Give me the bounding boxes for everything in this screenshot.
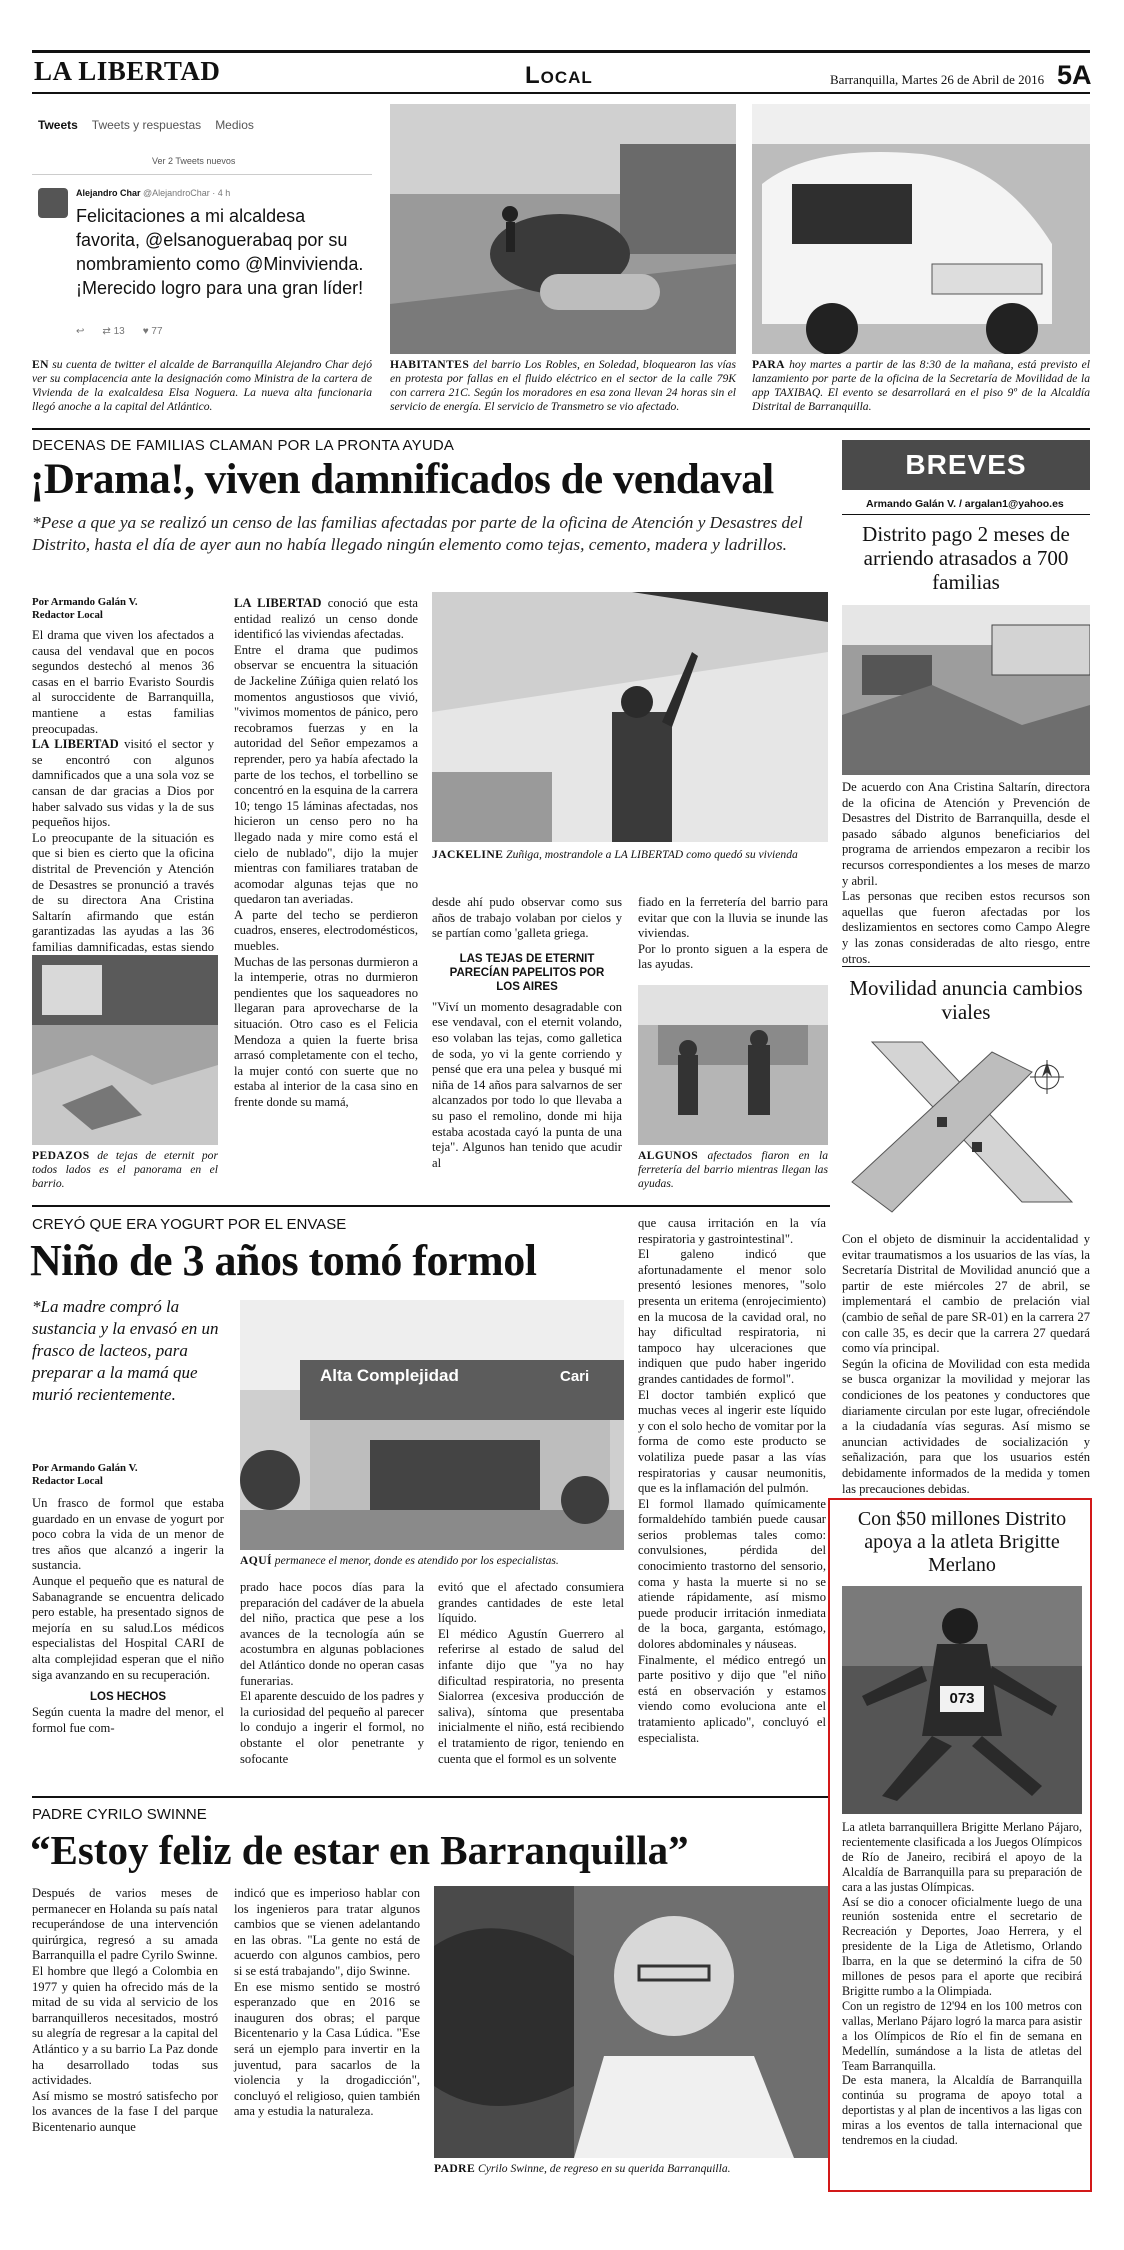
formol-deck: *La madre compró la sustancia y la envasó en un frasco de lacteos, para preparar a la mamá que murió recientemente. bbox=[32, 1297, 219, 1404]
paragraph: Con un registro de 12'94 en los 100 metros con vallas, Merlano Pájaro logró la marca para asistir a los Olímpicos de Río el fin de semana en Medellín, sumándose a la lista de atletas del Team Barranquilla. bbox=[842, 1998, 1082, 2073]
cyrilo-col-2 bbox=[234, 1886, 420, 2120]
paragraph: Las personas que reciben estos recursos son aquellas que fueron afectadas por los deslizamientos en sectores como Campo Alegre y las zonas consideradas de alto riesgo, entre otros. bbox=[842, 889, 1090, 966]
paragraph: El aparente descuido de los padres y la curiosidad del pequeño al parecer lo condujo a ingerir el formol, no obstante el olor penetrante y sofocante bbox=[240, 1689, 424, 1766]
like-icon[interactable]: ♥ 77 bbox=[142, 326, 163, 337]
paragraph: La atleta barranquillera Brigitte Merlano Pájaro, recientemente clasificada a los Juegos Olímpicos de Río de Janeiro, recibirá el apoyo de la Alcaldía de Barranquilla para su preparación de cara a las justas Olímpicas. bbox=[842, 1820, 1082, 1894]
paragraph: desde ahí pudo observar como sus años de trabajo volaban por cielos y se partían como 'galleta griega. bbox=[432, 895, 622, 941]
taxi-photo bbox=[752, 104, 1090, 354]
caption-text: permanece el menor, donde es atendido por los especialistas. bbox=[271, 1554, 559, 1567]
paragraph bbox=[32, 737, 214, 831]
drama-kicker: DECENAS DE FAMILIAS CLAMAN POR LA PRONTA AYUDA bbox=[32, 437, 455, 454]
drama-subhead: LAS TEJAS DE ETERNIT PARECÍAN PAPELITOS POR LOS AIRES bbox=[449, 952, 605, 993]
tweet-author[interactable]: Alejandro Char bbox=[76, 188, 141, 198]
paragraph: Un frasco de formol que estaba guardado en un envase de yogurt por poco cobra la vida de un menor de tres años que alcanzó a ingerir la sustancia. bbox=[32, 1496, 224, 1573]
hospital-sign: Alta Complejidad bbox=[320, 1366, 459, 1385]
priest-photo bbox=[434, 1886, 828, 2158]
paragraph: Finalmente, el médico entregó un parte positivo y dijo que "el niño está en observación y estamos viendo como evoluciona ante el tratamiento aplicado", concluyó el especialista. bbox=[638, 1652, 826, 1745]
paragraph: Por lo pronto siguen a la espera de las ayudas. bbox=[638, 941, 828, 972]
caption-lead: AQUÍ bbox=[240, 1554, 272, 1567]
caption-text: de tejas de eternit por todos lados es el panorama en el barrio. bbox=[32, 1149, 218, 1190]
like-count: 77 bbox=[151, 326, 163, 337]
breves-byline: Armando Galán V. / argalan1@yahoo.es bbox=[866, 498, 1064, 510]
paragraph: El doctor también explicó que muchas veces al ingerir este líquido y con el solo hecho de vomitar por la forma de como este producto se volatiliza puede pasar a las vías respiratorias y causar neumonitis, que es la inflamación del pulmón. bbox=[638, 1387, 826, 1496]
paragraph: prado hace pocos días para la preparación del cadáver de la abuela del niño, practica que pese a los avances de la tecnología aún se acostumbra en algunas poblaciones del Atlántico donde no operan casas funerarias. bbox=[240, 1580, 424, 1688]
paragraph: Aunque el pequeño que es natural de Sabanagrande se encuentra delicado pero estable, ha presentado signos de mejoría en su salud.Los médicos especialistas del Hospital CARI de alta complejidad esperan que el niño siga avanzando en su recuperación. bbox=[32, 1573, 224, 1682]
breves-title: BREVES bbox=[905, 449, 1027, 480]
caption-lead: EN bbox=[32, 358, 49, 371]
tweet-author-line bbox=[76, 188, 230, 198]
paragraph: Lo preocupante de la situación es que si bien es cierto que la oficina distrital de Prevención y Atención de Desastres se pronunció a través de su directora Ana Cristina Saltarín afirmando que están garantizadas las ayudas a las 36 familias damnificadas, estas siendo bbox=[32, 830, 214, 954]
caption-text: del barrio Los Robles, en Soledad, bloquearon las vías en protesta por fallas en el fluido eléctrico en el sector de la calle 79K con carrera 21C. Según los moradores en esa zona llevan 24 horas sin el servicio de energía. El servicio de Transmetro se vio afectado. bbox=[390, 358, 736, 413]
flood-housing-photo bbox=[842, 605, 1090, 775]
dateline: Barranquilla, Martes 26 de Abril de 2016 bbox=[830, 72, 1045, 87]
athlete-photo bbox=[842, 1586, 1082, 1814]
taxi-caption bbox=[752, 358, 1090, 414]
caption-text: Zuñiga, mostrandole a LA LIBERTAD como quedó su vivienda bbox=[503, 848, 798, 861]
paragraph: fiado en la ferretería del barrio para evitar que con la lluvia se inunde las viviendas. bbox=[638, 895, 828, 941]
breves-item1-title: Distrito pago 2 meses de arriendo atrasados a 700 familias bbox=[862, 522, 1070, 594]
page-number: 5A bbox=[1057, 60, 1092, 90]
paragraph: El médico Agustín Guerrero al referirse al estado de salud del infante dijo que "ya no hay dificultad respiratoria, no presenta Sialorrea (excesiva producción de saliva), síntoma que presentaba inicialmente el niño, está recibiendo el tratamiento de rigor, teniendo en cuenta que el formol es un solvente bbox=[438, 1626, 624, 1766]
protest-photo bbox=[390, 104, 736, 354]
paragraph: Así se dio a conocer oficialmente luego de una reunión sostenida entre el secretario de Recreación y Deportes, Joao Herrera, y el presidente de la Liga de Atletismo, Orlando Ibarra, en la que se determinó la cifra de 50 millones de pesos para el aporte que recibirá Brigitte rumbo a la Olimpiada. bbox=[842, 1894, 1082, 1998]
formol-col-2 bbox=[240, 1580, 424, 1767]
paragraph: De acuerdo con Ana Cristina Saltarín, directora de la oficina de Atención y Prevención de Desastres del Distrito de Barranquilla, desde el pasado sábado algunos beneficiarios del programa de arriendos empezaron a recibir los recursos correspondientes a los meses de marzo y abril. bbox=[842, 780, 1090, 888]
cyrilo-col-1 bbox=[32, 1886, 218, 2136]
breves-rule bbox=[842, 966, 1090, 967]
paragraph bbox=[234, 596, 418, 643]
hospital-photo bbox=[240, 1300, 624, 1550]
header-top-rule bbox=[32, 50, 1090, 53]
street-map bbox=[842, 1032, 1090, 1228]
paragraph: Entre el drama que pudimos observar se encuentra la situación de Jackeline Zúñiga quien relató los momentos angustiosos que vivió, "vivimos momentos de pánico, pero recobramos fuerzas y en la autoridad del Señor empezamos a reprender, pero ya había afectado la parte de los techos, el torbellino se concentró en la esquina de la carrera 10; tengo 15 láminas afectadas, nos hicieron un censo pero no ha llegado nada y mire como está el cielo de nublado", dijo la mujer mientras con familiares trataban de acomodar algunas tejas que no quedaron tan averiadas. bbox=[234, 642, 418, 907]
retweet-icon[interactable]: ⇄ 13 bbox=[102, 326, 125, 337]
byline-role: Redactor Local bbox=[32, 609, 103, 621]
caption-lead: JACKELINE bbox=[432, 848, 504, 861]
drama-col-3 bbox=[432, 895, 622, 1171]
paragraph: "Viví un momento desagradable con ese vendaval, con el eternit volando, eso volaban las tejas, como galletica de soda, yo vi la gente corriendo y pensé que era una pelea y busqué mi niña de 14 años para salvarnos de ser alcanzados por todo lo que llevaba a su paso el remolino, donde mi hija estaba acostada cayó la punta de una teja". Algunos han tenido que acudir al bbox=[432, 999, 622, 1170]
debris-caption bbox=[32, 1149, 218, 1191]
breves-item1-body bbox=[842, 780, 1090, 967]
cyrilo-kicker: PADRE CYRILO SWINNE bbox=[32, 1806, 207, 1823]
new-tweets-notice[interactable]: Ver 2 Tweets nuevos bbox=[152, 156, 236, 166]
paragraph: que causa irritación en la vía respiratoria y gastrointestinal". bbox=[638, 1216, 826, 1246]
twitter-screenshot bbox=[32, 104, 372, 354]
paragraph: evitó que el afectado consumiera grandes cantidades de este letal líquido. bbox=[438, 1580, 624, 1626]
woman-pointing-photo bbox=[432, 592, 828, 842]
breves-item2-body bbox=[842, 1232, 1090, 1497]
tweet-tab-tweets[interactable]: Tweets bbox=[38, 118, 78, 132]
formol-col-1 bbox=[32, 1462, 224, 1736]
paragraph: Así mismo se mostró satisfecho por los avances de la fase I del parque Bicentenario aunque bbox=[32, 2088, 218, 2134]
tweet-tab-media[interactable]: Medios bbox=[215, 118, 254, 132]
tweet-tabs bbox=[38, 118, 254, 132]
section-name: Local bbox=[525, 62, 593, 89]
workers-photo bbox=[638, 985, 828, 1145]
tweet-text: Felicitaciones a mi alcaldesa favorita, @elsanoguerabaq por su nombramiento como @Minvivienda. ¡Merecido logro para una gran líder! bbox=[76, 206, 364, 298]
caption-lead: PADRE bbox=[434, 2162, 476, 2175]
caption-text: su cuenta de twitter el alcalde de Barranquilla Alejandro Char dejó ver su complacencia ante la designación como Ministra de la cartera de Vivienda de la exalcaldesa Elsa Noguera. La nueva alta funcionaria llegó anoche a la capital del Atlántico. bbox=[32, 358, 372, 413]
paragraph: El formol llamado químicamente formaldehído también puede causar serios problemas tales como: convulsiones, pérdida del conocimiento trastorno del sensorio, coma y hasta la muerte si no se atiende rápidamente, así mismo puede producir irritación inmediata de la boca, garganta, estómago, dolores abdominales y náuseas. bbox=[638, 1496, 826, 1652]
woman-caption bbox=[432, 848, 828, 862]
breves-rule bbox=[842, 514, 1090, 515]
formol-subhead: LOS HECHOS bbox=[89, 1691, 167, 1704]
caption-text: hoy martes a partir de las 8:30 de la mañana, está previsto el lanzamiento por parte de la oficina de la Secretaría de Movilidad de la app TAXIBAQ. El evento se desarrollará en el piso 9º de la Alcaldía Distrital de Barranquilla. bbox=[752, 358, 1090, 413]
paragraph: A parte del techo se perdieron cuadros, enseres, electrodomésticos, muebles. bbox=[234, 907, 418, 954]
tweet-tab-replies[interactable]: Tweets y respuestas bbox=[91, 118, 202, 132]
bold-lead: LA LIBERTAD bbox=[32, 737, 119, 752]
reply-icon[interactable]: ↩ bbox=[76, 326, 85, 337]
drama-headline: ¡Drama!, viven damnificados de vendaval bbox=[30, 456, 774, 503]
breves-item3-title: Con $50 millones Distrito apoya a la atleta Brigitte Merlano bbox=[857, 1508, 1067, 1576]
breves-item3-body bbox=[842, 1820, 1082, 2148]
section-rule bbox=[32, 1205, 830, 1207]
paragraph-text: conoció que esta entidad realizó un censo donde identificó las viviendas afectadas. bbox=[234, 596, 418, 642]
caption-lead: PEDAZOS bbox=[32, 1149, 90, 1162]
formol-kicker: CREYÓ QUE ERA YOGURT POR EL ENVASE bbox=[32, 1216, 347, 1233]
paragraph: Según cuenta la madre del menor, el formol fue com- bbox=[32, 1705, 224, 1735]
header-bottom-rule bbox=[32, 92, 1090, 94]
cyrilo-headline: “Estoy feliz de estar en Barranquilla” bbox=[30, 1827, 689, 1873]
paper-name: LA LIBERTAD bbox=[34, 56, 221, 86]
caption-lead: PARA bbox=[752, 358, 785, 371]
priest-caption bbox=[434, 2162, 828, 2176]
section-rule bbox=[32, 428, 1090, 430]
protest-caption bbox=[390, 358, 736, 414]
drama-deck: *Pese a que ya se realizó un censo de las familias afectadas por parte de la oficina de Atención y Desastres del Distrito, hasta el día de ayer aun no había llegado ningún elemento como tejas, cemento, madera y ladrillos. bbox=[32, 513, 803, 554]
bold-lead: LA LIBERTAD bbox=[234, 596, 322, 610]
hospital-logo: Cari bbox=[560, 1368, 590, 1385]
workers-caption bbox=[638, 1149, 828, 1191]
drama-col-1 bbox=[32, 596, 214, 1002]
caption-lead: HABITANTES bbox=[390, 358, 470, 371]
athlete-bib: 073 bbox=[949, 1690, 975, 1707]
formol-col-4 bbox=[638, 1216, 826, 1746]
caption-text: Cyrilo Swinne, de regreso en su querida Barranquilla. bbox=[475, 2162, 731, 2175]
paragraph: Después de varios meses de permanecer en Holanda su país natal recuperándose de una intervención quirúrgica, regresó a su amada Barranquilla el padre Cyrilo Swinne. bbox=[32, 1886, 218, 1963]
byline: Por Armando Galán V. bbox=[32, 596, 138, 608]
caption-text: afectados fiaron en la ferretería del barrio mientras llegan las ayudas. bbox=[638, 1149, 828, 1190]
paragraph: Muchas de las personas durmieron a la intemperie, otras no durmieron pendientes que los saqueadores no llegaran para aprovecharse de la situación. Otro caso es el Felicia Mendoza a quien la fuerte brisa arrasó completamente con el techo, la mujer contó con suerte que no estaba al interior de la casa sino en frente donde su mamá, bbox=[234, 954, 418, 1109]
paragraph: El drama que viven los afectados a causa del vendaval que en pocos segundos destechó al menos 36 casas en el barrio Evaristo Sourdis al suroccidente de Barranquilla, mantiene a estas familias preocupadas. bbox=[32, 628, 214, 736]
byline: Por Armando Galán V. bbox=[32, 1462, 138, 1474]
drama-col-4 bbox=[638, 895, 828, 973]
formol-col-3 bbox=[438, 1580, 624, 1767]
retweet-count: 13 bbox=[113, 326, 125, 337]
paragraph: El galeno indicó que afortunadamente el menor solo presentó lesiones menores, "solo presenta un eritema (enrojecimiento) en la mucosa de la cavidad oral, no hay dificultad respiratoria, ni tampoco hay ulceraciones que indiquen que pudo haber ingerido grandes cantidades de formol". bbox=[638, 1247, 826, 1386]
caption-lead: ALGUNOS bbox=[638, 1149, 699, 1162]
paragraph: En ese mismo sentido se mostró esperanzado que en 2016 se inauguren dos obras; el parque Bicentenario y la Casa Lúdica. "Ese será un ejemplo para invertir en la juventud, para sacarlos de la violencia y la drogadicción", concluyó el religioso, quien también ama y estudia la naturaleza. bbox=[234, 1979, 420, 2119]
drama-col-2 bbox=[234, 596, 418, 1111]
paragraph-text: visitó el sector y se encontró con algunos damnificados que a una sola voz se cansan de dar gracias a Dios por haber salvado sus vidas y la de sus pequeños hijos. bbox=[32, 737, 215, 830]
tweet-actions bbox=[76, 326, 163, 337]
hospital-caption bbox=[240, 1554, 624, 1568]
byline-role: Redactor Local bbox=[32, 1475, 103, 1487]
section-rule bbox=[32, 1796, 828, 1798]
tweet-handle: @AlejandroChar · 4 h bbox=[143, 188, 231, 198]
breves-banner bbox=[842, 440, 1090, 490]
paragraph: El hombre que llegó a Colombia en 1977 y quien ha ofrecido más de la mitad de su vida al servicio de los barranquilleros necesitados, mostró su alegría de regresar a la capital del Atlántico y a su barrio La Paz donde ha desarrollado todas sus actividades. bbox=[32, 1963, 218, 2088]
formol-headline: Niño de 3 años tomó formol bbox=[30, 1236, 537, 1285]
debris-photo bbox=[32, 955, 218, 1145]
tweet-divider bbox=[32, 174, 372, 175]
tweet-caption bbox=[32, 358, 372, 414]
breves-item2-title: Movilidad anuncia cambios viales bbox=[849, 976, 1083, 1024]
paragraph: indicó que es imperioso hablar con los ingenieros para tratar algunos cambios que se vienen adelantando en las obras. "La gente no está de acuerdo con algunos cambios, pero si se está trabajando", dijo Swinne. bbox=[234, 1886, 420, 1978]
avatar[interactable] bbox=[38, 188, 68, 218]
paragraph: Con el objeto de disminuir la accidentalidad y evitar traumatismos a los usuarios de las vías, la Secretaría Distrital de Movilidad anunció que a partir de este miércoles 27 de abril, se implementará el cambio de prelación vial (cambio de señal de pare SR-01) en la carrera 27 con calle 35, es decir que la carrera 27 quedará como vía principal. bbox=[842, 1232, 1090, 1356]
paragraph: Según la oficina de Movilidad con esta medida se busca organizar la movilidad y mejorar las condiciones de los peatones y conductores que diariamente circulan por este lugar, ofreciéndole a la ciudadanía vías seguras. Así mismo se anuncian actividades de socialización y señalización, para que los usuarios estén debidamente informados de la medida y tomen las precauciones debidas. bbox=[842, 1356, 1090, 1496]
paragraph: De esta manera, la Alcaldía de Barranquilla continúa su programa de apoyo total a deportistas y al plan de incentivos a las ligas con miras a los eventos de talla internacional que tendremos en la ciudad. bbox=[842, 2073, 1082, 2148]
